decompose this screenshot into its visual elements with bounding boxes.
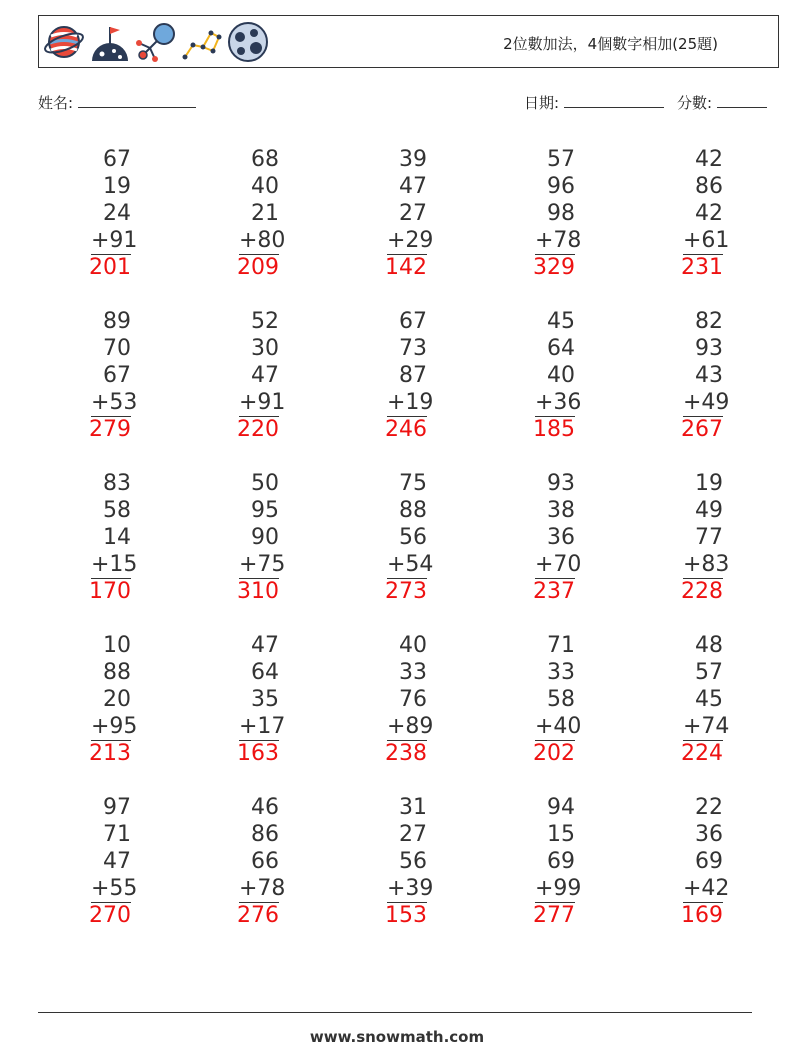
date-label: 日期:: [524, 94, 560, 112]
addend: 67: [103, 363, 131, 388]
addition-problem: [199, 146, 286, 281]
addend: 98: [547, 201, 575, 226]
addend: 27: [399, 201, 427, 226]
last-addend-row: [199, 875, 286, 902]
addend: 42: [695, 147, 723, 172]
addend: 50: [251, 471, 279, 496]
addend: 38: [547, 498, 575, 523]
last-addend-row: [51, 227, 138, 254]
answer: 170: [89, 579, 131, 604]
answer: 220: [237, 417, 279, 442]
addend: 30: [251, 336, 279, 361]
addend: 88: [399, 498, 427, 523]
planet-icon: [43, 21, 85, 63]
last-addend-row: [199, 713, 286, 740]
answer: 202: [533, 741, 575, 766]
last-addend: +53: [91, 390, 138, 415]
last-addend-row: [495, 551, 582, 578]
constellation-icon: [181, 21, 223, 63]
last-addend: +29: [387, 228, 434, 253]
addend: 67: [399, 309, 427, 334]
answer: 273: [385, 579, 427, 604]
addition-problem: [495, 146, 582, 281]
addend: 47: [251, 363, 279, 388]
last-addend-row: [643, 227, 730, 254]
addend: 45: [695, 687, 723, 712]
answer: 224: [681, 741, 723, 766]
answer: 246: [385, 417, 427, 442]
last-addend: +83: [683, 552, 730, 577]
addend: 69: [547, 849, 575, 874]
addend: 27: [399, 822, 427, 847]
last-addend-row: [643, 389, 730, 416]
addend: 93: [695, 336, 723, 361]
addend: 47: [103, 849, 131, 874]
addition-problem: [347, 146, 434, 281]
satellite-icon: [135, 21, 177, 63]
last-addend-row: [51, 389, 138, 416]
addition-problem: [199, 632, 286, 767]
addend: 94: [547, 795, 575, 820]
addend: 47: [399, 174, 427, 199]
last-addend-row: [199, 551, 286, 578]
header-icons: [43, 21, 269, 65]
last-addend-row: [643, 713, 730, 740]
addend: 39: [399, 147, 427, 172]
addend: 24: [103, 201, 131, 226]
addend: 10: [103, 633, 131, 658]
addend: 89: [103, 309, 131, 334]
addend: 15: [547, 822, 575, 847]
last-addend-row: [199, 227, 286, 254]
addend: 73: [399, 336, 427, 361]
addition-problem: [643, 308, 730, 443]
addend: 86: [695, 174, 723, 199]
addend: 64: [251, 660, 279, 685]
last-addend-row: [643, 551, 730, 578]
answer: 279: [89, 417, 131, 442]
addend: 70: [103, 336, 131, 361]
last-addend: +99: [535, 876, 582, 901]
addend: 56: [399, 849, 427, 874]
addend: 22: [695, 795, 723, 820]
answer: 267: [681, 417, 723, 442]
last-addend: +61: [683, 228, 730, 253]
last-addend-row: [495, 875, 582, 902]
name-label: 姓名:: [38, 94, 74, 112]
addend: 90: [251, 525, 279, 550]
last-addend-row: [495, 227, 582, 254]
date-blank[interactable]: [564, 92, 664, 108]
last-addend: +39: [387, 876, 434, 901]
addition-problem: [495, 308, 582, 443]
addition-problem: [495, 470, 582, 605]
answer: 276: [237, 903, 279, 928]
last-addend: +95: [91, 714, 138, 739]
last-addend: +70: [535, 552, 582, 577]
addend: 88: [103, 660, 131, 685]
addition-problem: [51, 794, 138, 929]
last-addend-row: [347, 713, 434, 740]
last-addend: +17: [239, 714, 286, 739]
addition-problem: [495, 632, 582, 767]
score-field: [677, 92, 767, 113]
last-addend: +15: [91, 552, 138, 577]
answer: 238: [385, 741, 427, 766]
last-addend: +80: [239, 228, 286, 253]
moon-icon: [227, 21, 269, 63]
answer: 310: [237, 579, 279, 604]
answer: 329: [533, 255, 575, 280]
last-addend: +54: [387, 552, 434, 577]
addition-problem: [347, 308, 434, 443]
last-addend: +42: [683, 876, 730, 901]
addend: 40: [251, 174, 279, 199]
last-addend-row: [347, 227, 434, 254]
answer: 270: [89, 903, 131, 928]
last-addend-row: [347, 551, 434, 578]
addend: 47: [251, 633, 279, 658]
answer: 277: [533, 903, 575, 928]
addend: 43: [695, 363, 723, 388]
answer: 169: [681, 903, 723, 928]
addition-problem: [199, 470, 286, 605]
addend: 21: [251, 201, 279, 226]
footer-divider: [38, 1012, 752, 1013]
addend: 82: [695, 309, 723, 334]
score-blank[interactable]: [717, 92, 767, 108]
addend: 57: [547, 147, 575, 172]
last-addend: +75: [239, 552, 286, 577]
last-addend-row: [347, 875, 434, 902]
addend: 67: [103, 147, 131, 172]
addend: 75: [399, 471, 427, 496]
addition-problem: [199, 794, 286, 929]
addition-problem: [51, 146, 138, 281]
last-addend-row: [495, 713, 582, 740]
addend: 77: [695, 525, 723, 550]
addend: 40: [399, 633, 427, 658]
last-addend: +74: [683, 714, 730, 739]
answer: 213: [89, 741, 131, 766]
addend: 93: [547, 471, 575, 496]
answer: 201: [89, 255, 131, 280]
last-addend: +36: [535, 390, 582, 415]
addend: 58: [547, 687, 575, 712]
last-addend: +49: [683, 390, 730, 415]
addition-problem: [495, 794, 582, 929]
addition-problem: [51, 308, 138, 443]
addend: 35: [251, 687, 279, 712]
addend: 76: [399, 687, 427, 712]
addition-problem: [643, 470, 730, 605]
addend: 56: [399, 525, 427, 550]
last-addend: +89: [387, 714, 434, 739]
addend: 19: [695, 471, 723, 496]
last-addend-row: [51, 875, 138, 902]
addend: 95: [251, 498, 279, 523]
name-field: [38, 92, 196, 113]
addend: 14: [103, 525, 131, 550]
addend: 69: [695, 849, 723, 874]
answer: 231: [681, 255, 723, 280]
last-addend: +40: [535, 714, 582, 739]
addend: 33: [547, 660, 575, 685]
last-addend-row: [51, 713, 138, 740]
addition-problem: [643, 146, 730, 281]
addend: 71: [103, 822, 131, 847]
addend: 20: [103, 687, 131, 712]
addition-problem: [643, 632, 730, 767]
addend: 97: [103, 795, 131, 820]
worksheet-header: [38, 15, 779, 68]
footer-site: www.snowmath.com: [309, 1028, 485, 1046]
addend: 87: [399, 363, 427, 388]
last-addend-row: [643, 875, 730, 902]
answer: 237: [533, 579, 575, 604]
last-addend-row: [199, 389, 286, 416]
addition-problem: [347, 632, 434, 767]
last-addend-row: [51, 551, 138, 578]
addend: 86: [251, 822, 279, 847]
addend: 49: [695, 498, 723, 523]
addend: 58: [103, 498, 131, 523]
addend: 19: [103, 174, 131, 199]
moon-flag-icon: [89, 21, 131, 63]
last-addend: +78: [239, 876, 286, 901]
addend: 96: [547, 174, 575, 199]
last-addend: +19: [387, 390, 434, 415]
last-addend-row: [495, 389, 582, 416]
addend: 52: [251, 309, 279, 334]
addend: 71: [547, 633, 575, 658]
addend: 48: [695, 633, 723, 658]
last-addend: +91: [239, 390, 286, 415]
addend: 64: [547, 336, 575, 361]
addition-problem: [199, 308, 286, 443]
last-addend-row: [347, 389, 434, 416]
last-addend: +91: [91, 228, 138, 253]
last-addend: +78: [535, 228, 582, 253]
addition-problem: [51, 470, 138, 605]
answer: 142: [385, 255, 427, 280]
worksheet-title: 2位數加法，4個數字相加(25題): [503, 35, 718, 53]
addend: 40: [547, 363, 575, 388]
addend: 45: [547, 309, 575, 334]
addition-problem: [643, 794, 730, 929]
answer: 153: [385, 903, 427, 928]
addend: 36: [695, 822, 723, 847]
answer: 163: [237, 741, 279, 766]
addend: 83: [103, 471, 131, 496]
addition-problem: [347, 794, 434, 929]
date-field: [524, 92, 664, 113]
answer: 185: [533, 417, 575, 442]
addend: 66: [251, 849, 279, 874]
answer: 228: [681, 579, 723, 604]
addition-problem: [51, 632, 138, 767]
addend: 33: [399, 660, 427, 685]
name-blank[interactable]: [78, 92, 196, 108]
score-label: 分數:: [677, 94, 713, 112]
last-addend: +55: [91, 876, 138, 901]
answer: 209: [237, 255, 279, 280]
addend: 42: [695, 201, 723, 226]
addend: 36: [547, 525, 575, 550]
addend: 31: [399, 795, 427, 820]
addend: 68: [251, 147, 279, 172]
addend: 57: [695, 660, 723, 685]
addend: 46: [251, 795, 279, 820]
addition-problem: [347, 470, 434, 605]
